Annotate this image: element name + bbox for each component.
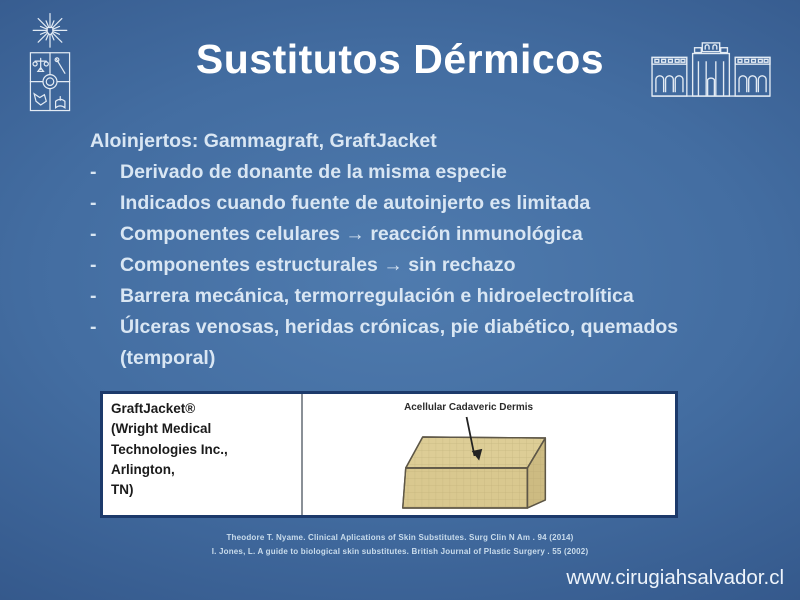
acellular-dermis-diagram [303, 394, 675, 515]
caption-line: TN) [111, 482, 134, 497]
caption-line: (Wright Medical [111, 421, 212, 437]
bullet-item [90, 281, 702, 312]
bullet-text: Úlceras venosas, heridas crónicas, pie diabético, quemados (temporal) [120, 316, 679, 369]
references-block [0, 531, 800, 559]
hospital-building-icon [650, 40, 772, 103]
figure-caption [103, 394, 303, 515]
bullet-text: Indicados cuando fuente de autoinjerto es limitada [120, 192, 591, 214]
bullet-marker: - [90, 192, 97, 214]
bullet-marker: - [90, 316, 97, 338]
footer-url: www.cirugiahsalvador.cl [566, 566, 784, 589]
reference-line: I. Jones, L. A guide to biological skin substitutes. British Journal of Plastic Surgery . 55 (2002) [211, 547, 589, 556]
bullet-marker: - [90, 223, 97, 245]
figure-panel [100, 391, 678, 518]
bullet-text: Barrera mecánica, termorregulación e hidroelectrolítica [120, 285, 634, 307]
dermis-diagram-svg [303, 394, 675, 515]
bullet-item [90, 219, 702, 250]
bullet-list [90, 157, 702, 374]
slide-body [90, 126, 702, 374]
caption-line: Technologies Inc., Arlington, [111, 441, 228, 477]
bullet-text: Componentes celulares → reacción inmunológica [120, 223, 583, 245]
aloinjertos-heading: Aloinjertos: Gammagraft, GraftJacket [90, 130, 437, 152]
bullet-item [90, 157, 702, 188]
bullet-item [90, 250, 702, 281]
bullet-marker: - [90, 161, 97, 183]
caption-line: GraftJacket® [111, 401, 196, 416]
dermis-slab [403, 437, 546, 508]
diagram-label: Acellular Cadaveric Dermis [404, 401, 534, 414]
bullet-item [90, 312, 702, 374]
bullet-text: Componentes estructurales → sin rechazo [120, 254, 516, 276]
bullet-item [90, 188, 702, 219]
bullet-text: Derivado de donante de la misma especie [120, 161, 507, 183]
bullet-marker: - [90, 285, 97, 307]
reference-line: Theodore T. Nyame. Clinical Aplications of Skin Substitutes. Surg Clin N Am . 94 (2014) [226, 533, 574, 542]
hospital-building-svg [650, 40, 772, 98]
bullet-marker: - [90, 254, 97, 276]
page-title: Sustitutos Dérmicos [195, 36, 605, 82]
